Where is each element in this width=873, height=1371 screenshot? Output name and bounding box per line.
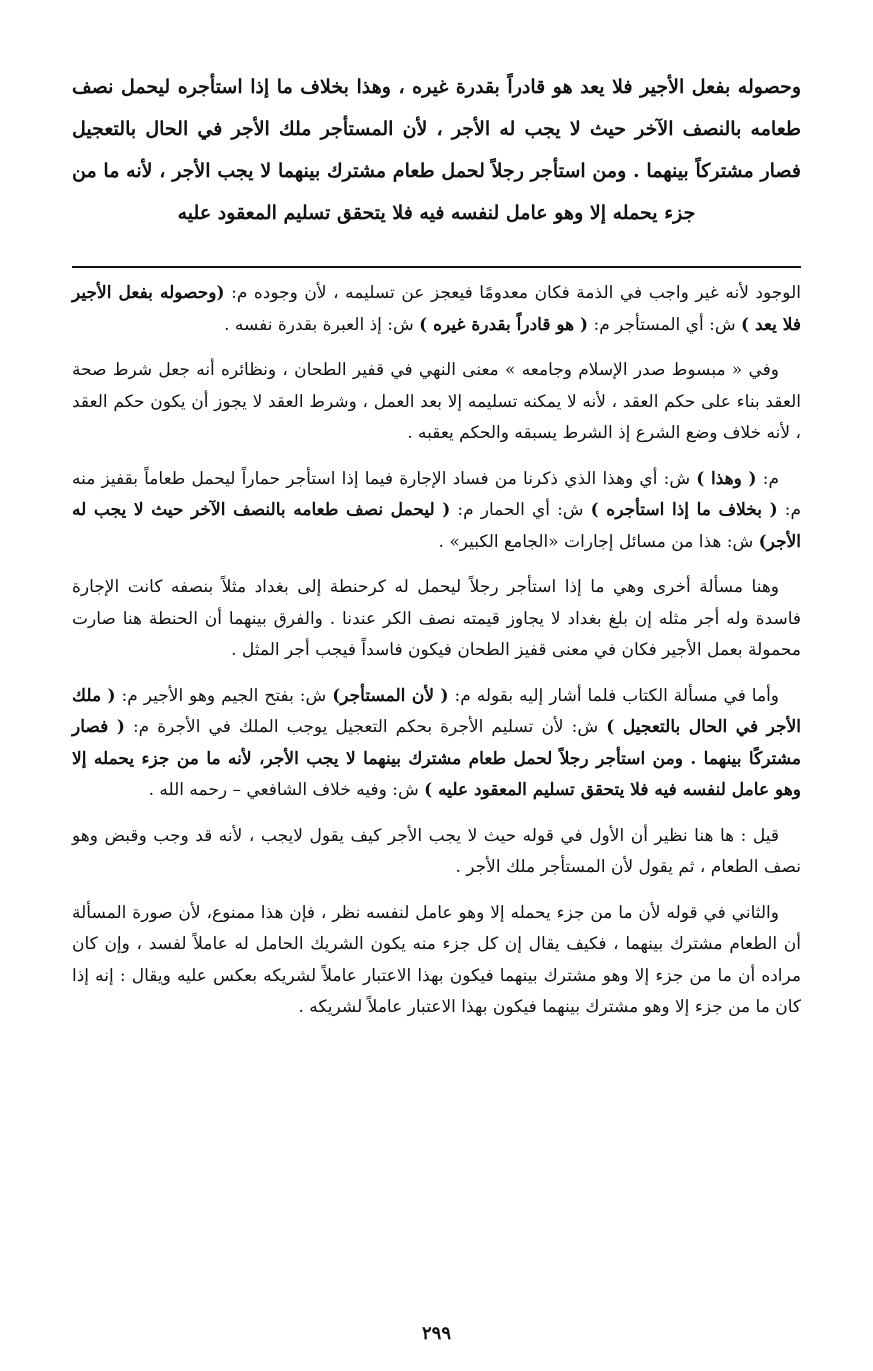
commentary-text: وفي « مبسوط صدر الإسلام وجامعه » معنى النهي في قفير الطحان ، ونظائره أنه جعل شرط صحة العقد بناء على حكم العقد ، لأنه لا يمكنه تسليمه إلا بعد العمل ، وشرط العقد لا يجوز أن يكون حكم العقد ، لأنه خلاف وضع الشرع إذ الشرط يسبقه والحكم يعقبه .	[72, 360, 801, 443]
commentary-text: ش: هذا من مسائل إجارات «الجامع الكبير» .	[438, 531, 759, 552]
commentary-text: ش: لأن تسليم الأجرة بحكم التعجيل يوجب الملك في الأجرة م:	[124, 717, 607, 737]
commentary-paragraph	[72, 278, 801, 341]
commentary-text: ش: أي الحمار م:	[450, 500, 591, 520]
quoted-matn-text: ( فصار مشتركًا بينهما . ومن استأجر رجلاً لحمل طعام مشترك بينهما لا يجب الأجر، لأنه ما من جزء يحمله إلا وهو عامل لنفسه فيه فلا يتحقق تسليم المعقود عليه )	[72, 717, 801, 800]
quoted-matn-text: ( لأن المستأجر)	[332, 685, 449, 706]
commentary-text: ش: إذ العبرة بقدرة نفسه .	[224, 314, 420, 335]
commentary-text: والثاني في قوله لأن ما من جزء يحمله إلا وهو عامل لنفسه نظر ، فإن هذا ممنوع، لأن صورة المسألة أن الطعام مشترك بينهما ، فكيف يقال إن كل جزء منه يكون الشريك الحامل له عاملاً لفسد ، وإن كان مراده أن ما من جزء إلا وهو مشترك بينهما فيكون بهذا الاعتبار عاملاً لشريكه بعكس عليه ويقال : إنه إذا كان ما من جزء إلا وهو مشترك بينهما فيكون بهذا الاعتبار عاملاً لشريكه .	[72, 902, 801, 1017]
commentary-paragraph	[72, 464, 801, 559]
quoted-matn-text: (وحصوله بفعل الأجير فلا يعد )	[72, 283, 801, 335]
commentary-paragraph	[72, 681, 801, 807]
commentary-text: قيل : ها هنا نظير أن الأول في قوله حيث لا يجب الأجر كيف يقول لايجب ، لأنه قد وجب وقبض وهو نصف الطعام ، ثم يقول لأن المستأجر ملك الأجر .	[72, 825, 801, 877]
footnote-divider	[72, 266, 801, 268]
commentary-text: ش: أي المستأجر م:	[588, 314, 741, 335]
commentary-text: ش: وفيه خلاف الشافعي – رحمه الله .	[148, 780, 425, 800]
commentary-text: وهنا مسألة أخرى وهي ما إذا استأجر رجلاً ليحمل له كرحنطة إلى بغداد مثلاً بنصفه كانت الإجارة فاسدة وله أجر مثله إن بلغ بغداد لا يجاوز قيمته نصف الكر عندنا . والفرق بينهما أن الحنطة هنا صارت محمولة بعمل الأجير فكان في معنى قفيز الطحان فيكون فاسداً فيجب أجر المثل .	[72, 577, 801, 660]
commentary-text: ش: بفتح الجيم وهو الأجير م:	[115, 685, 333, 706]
quoted-matn-text: ( وهذا )	[696, 468, 757, 489]
commentary-text: وأما في مسألة الكتاب فلما أشار إليه بقوله م:	[448, 685, 779, 706]
commentary	[72, 278, 801, 1038]
commentary-paragraph	[72, 572, 801, 667]
commentary-paragraph	[72, 898, 801, 1024]
page-number: ٢٩٩	[421, 1323, 451, 1344]
quoted-matn-text: ( بخلاف ما إذا استأجره )	[590, 500, 778, 520]
quoted-matn-text: ( ليحمل نصف طعامه بالنصف الآخر حيث لا يجب له الأجر)	[72, 500, 801, 552]
commentary-paragraph	[72, 821, 801, 884]
commentary-text: الوجود لأنه غير واجب في الذمة فكان معدومًا فيعجز عن تسليمه ، لأن وجوده م:	[224, 283, 801, 303]
commentary-text: م:	[756, 468, 779, 489]
commentary-text: ش: أي وهذا الذي ذكرنا من فساد الإجارة فيما إذا استأجر حماراً ليحمل طعاماً بقفيز منه م:	[72, 468, 801, 520]
quoted-matn-text: ( هو قادراً بقدرة غيره )	[419, 314, 589, 335]
main-text: وحصوله بفعل الأجير فلا يعد هو قادراً بقدرة غيره ، وهذا بخلاف ما إذا استأجره ليحمل نصف طعامه بالنصف الآخر حيث لا يجب له الأجر ، لأن المستأجر ملك الأجر في الحال بالتعجيل فصار مشتركاً بينهما . ومن استأجر رجلاً لحمل طعام مشترك بينهما لا يجب الأجر ، لأنه ما من جزء يحمله إلا وهو عامل لنفسه فيه فلا يتحقق تسليم المعقود عليه	[72, 76, 801, 224]
commentary-paragraph	[72, 355, 801, 450]
quoted-matn-text: ( ملك الأجر في الحال بالتعجيل )	[72, 685, 801, 737]
